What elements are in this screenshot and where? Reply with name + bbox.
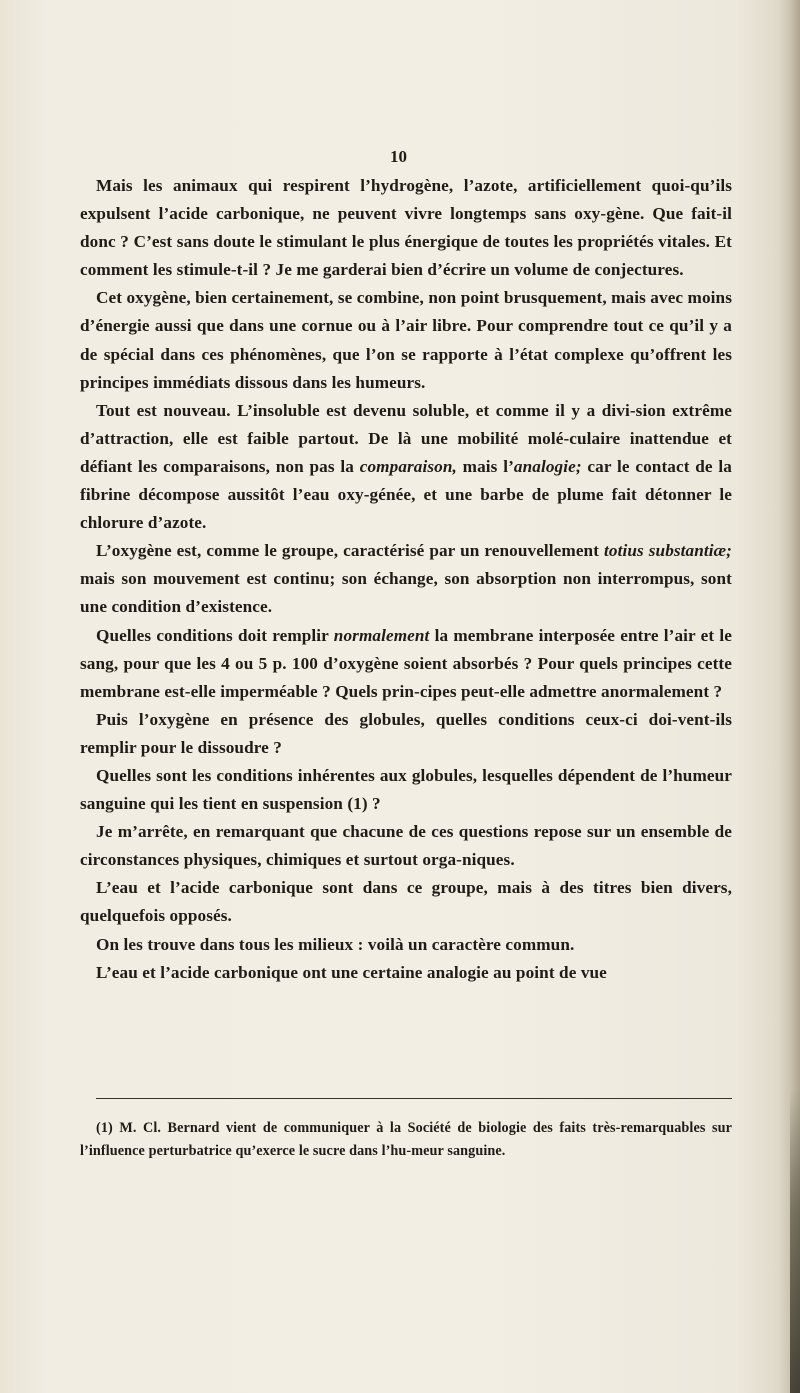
paragraph-5-text: Quelles conditions doit remplir	[96, 625, 334, 645]
paragraph-3	[80, 397, 732, 537]
paragraph-4-text: L’oxygène est, comme le groupe, caractérisé par un renouvellement	[96, 541, 605, 561]
paragraph-11: L’eau et l’acide carbonique ont une certaine analogie au point de vue	[96, 962, 607, 982]
paragraph-3-text-mid: mais l’	[456, 456, 514, 476]
paragraph-2: Cet oxygène, bien certainement, se combine, non point brusquement, mais avec moins d’énergie aussi que dans une cornue ou à l’air libre. Pour comprendre tout ce qu’il y a de spécial dans ces phénomènes, que l’on se rapporte à l’état complexe qu’offrent les principes immédiats dissous dans les humeurs.	[80, 288, 732, 392]
paragraph-1: Mais les animaux qui respirent l’hydrogène, l’azote, artificiellement quoi-qu’ils expulsent l’acide carbonique, ne peuvent vivre longtemps sans oxy-gène. Que fait-il donc ? C’est sans doute le stimulant le plus énergique de toutes les propriétés vitales. Et comment les stimule-t-il ? Je me garderai bien d’écrire un volume de conjectures.	[80, 176, 732, 280]
italic-comparaison: comparaison,	[359, 456, 457, 476]
paragraph-3-text: Tout est nouveau. L’insoluble est devenu soluble, et comme il y a divi-sion extrême d’attraction, elle est faible partout. De là une mobilité molé-culaire inattendue et défiant les comparaisons, non pas la	[80, 400, 732, 476]
body-text	[80, 172, 732, 987]
paragraph-8: Je m’arrête, en remarquant que chacune de ces questions repose sur un ensemble de circonstances physiques, chimiques et surtout orga-niques.	[80, 822, 732, 870]
paragraph-9: L’eau et l’acide carbonique sont dans ce groupe, mais à des titres bien divers, quelquefois opposés.	[80, 878, 732, 926]
paragraph-7: Quelles sont les conditions inhérentes aux globules, lesquelles dépendent de l’humeur sanguine qui les tient en suspension (1) ?	[80, 765, 732, 814]
footnote	[80, 1117, 732, 1163]
paragraph-5-text-end: la membrane interposée entre l’air et le sang, pour que les 4 ou 5 p. 100 d’oxygène soient absorbés ? Pour quels principes cette membrane est-elle imperméable ? Quels prin-cipes peut-elle admettre anormalement ?	[80, 625, 732, 701]
italic-analogie: analogie;	[513, 456, 582, 476]
footnote-divider	[96, 1098, 732, 1099]
paragraph-6: Puis l’oxygène en présence des globules, quelles conditions ceux-ci doi-vent-ils remplir pour le dissoudre ?	[80, 709, 732, 757]
paragraph-3-text-end: car le contact de la fibrine décompose aussitôt l’eau oxy-génée, et une barbe de plume fait détonner le chlorure d’azote.	[80, 456, 732, 533]
paragraph-5	[80, 622, 732, 706]
page-edge-binding	[790, 1090, 800, 1393]
italic-totius-substantiae: totius substantiæ;	[604, 541, 732, 561]
italic-normalement: normalement	[333, 625, 430, 645]
footnote-text: (1) M. Cl. Bernard vient de communiquer à la Société de biologie des faits très-remarquables sur l’influence perturbatrice qu’exerce le sucre dans l’hu-meur sanguine.	[80, 1120, 732, 1159]
paragraph-4	[80, 537, 732, 621]
paragraph-4-text-end: mais son mouvement est continu; son échange, son absorption non interrompus, sont une condition d’existence.	[80, 569, 732, 617]
paragraph-10: On les trouve dans tous les milieux : voilà un caractère commun.	[96, 934, 575, 954]
page-number: 10	[390, 147, 407, 166]
